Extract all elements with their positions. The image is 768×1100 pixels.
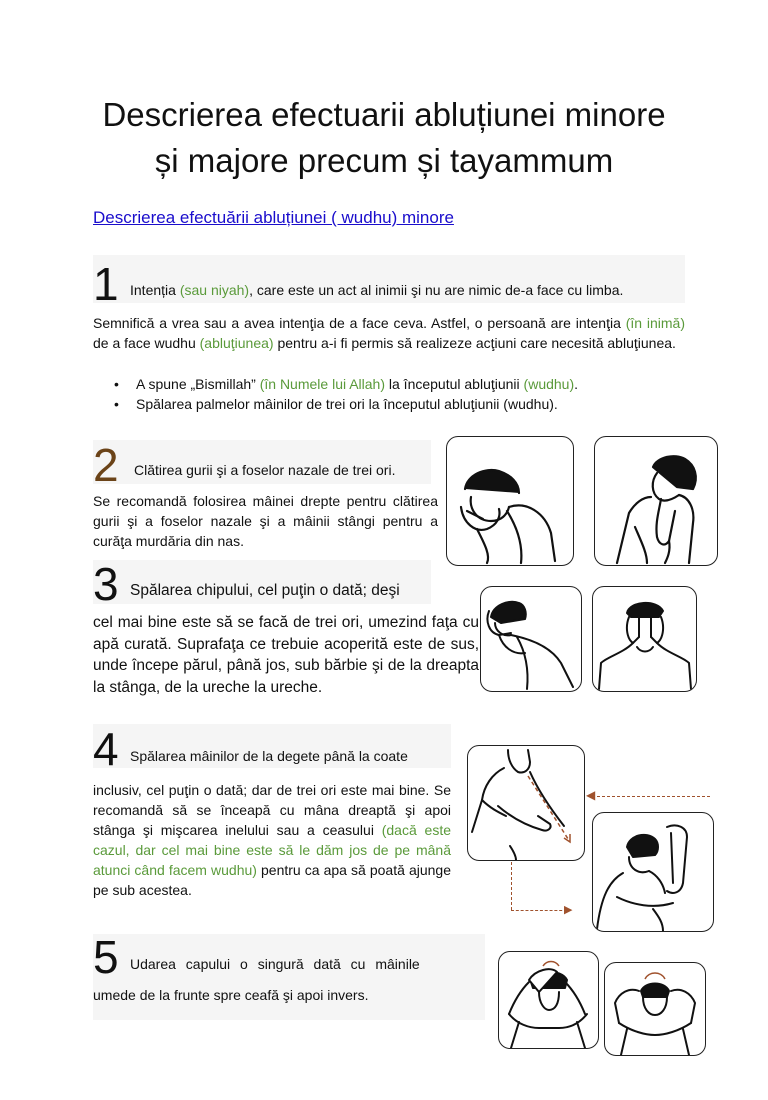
bullet1-text: A spune „Bismillah” xyxy=(136,376,260,392)
step5-lead: Udarea capului o singură dată cu mâinile xyxy=(130,956,420,972)
bullet-icon: • xyxy=(114,376,119,392)
step1-p-text-3: pentru a-i fi permis să realizeze acţiuni care necesită abluţiunea. xyxy=(273,335,676,351)
page-title xyxy=(0,92,768,184)
list-item xyxy=(108,394,693,414)
rinse-mouth-illustration xyxy=(447,437,573,565)
bullet1-note1: (în Numele lui Allah) xyxy=(259,376,385,392)
step1-lead-text-2: , care este un act al inimii şi nu are nimic de-a face cu limba. xyxy=(249,282,624,298)
step3-lead: Spălarea chipului, cel puţin o dată; deşi xyxy=(130,582,400,599)
bullet-icon: • xyxy=(114,396,119,412)
step1-paragraph xyxy=(93,313,685,353)
arrow-line-bottom xyxy=(511,910,567,911)
wipe-head-front-illustration xyxy=(499,952,598,1048)
step3-paragraph: cel mai bine este să se facă de trei ori, umezind faţa cu apă curată. Suprafaţa ce trebuie acoperită este de sus, unde începe părul, până jos, sub bărbie şi de la dreapta la stânga, de la ureche la ureche. xyxy=(93,614,479,696)
step4-p-note: (dacă este cazul, dar cel mai bine este să le dăm jos de pe mână atunci când facem wudhu) xyxy=(93,822,451,878)
arrow-line-top xyxy=(592,796,710,797)
list-item xyxy=(108,374,693,394)
step2-image-right xyxy=(594,436,718,566)
wipe-head-back-illustration xyxy=(605,963,705,1055)
step3-image-right xyxy=(592,586,697,692)
step1-p-note1: (în inimă) xyxy=(625,315,685,331)
step4-lead: Spălarea mâinilor de la degete până la coate xyxy=(130,748,408,764)
step1-p-note2: (abluţiunea) xyxy=(199,335,274,351)
arrow-left-icon: ◀ xyxy=(586,788,596,802)
bullet1-note2: (wudhu) xyxy=(523,376,575,392)
step4-p-text: inclusiv, cel puţin o dată; dar de trei ori este mai bine. Se recomandă să se înceapă cu mâna dreaptă şi apoi stânga şi mişcarea inelului sau a ceasului xyxy=(93,782,451,838)
step5-number: 5 xyxy=(93,931,119,983)
step4-number: 4 xyxy=(93,723,119,775)
step3-image-left xyxy=(480,586,582,692)
step4-image-left xyxy=(467,745,585,861)
step2-lead: Clătirea gurii şi a foselor nazale de trei ori. xyxy=(134,462,396,478)
arrow-right-icon: ▶ xyxy=(564,904,573,916)
step5-lead-wrap xyxy=(130,956,452,972)
step1-lead-note: (sau niyah) xyxy=(179,282,250,298)
wash-face-side-illustration xyxy=(481,587,581,691)
bullet2-text: Spălarea palmelor mâinilor de trei ori la începutul abluţiunii (wudhu). xyxy=(136,396,558,412)
step2-image-left xyxy=(446,436,574,566)
step3-number: 3 xyxy=(93,558,119,610)
arrow-line-vertical xyxy=(511,862,512,910)
wash-arm-illustration xyxy=(468,746,584,860)
step5-image-left xyxy=(498,951,599,1049)
wash-face-front-illustration xyxy=(593,587,696,691)
bullet1-text-2: la începutul abluţiunii xyxy=(385,376,524,392)
step1-lead xyxy=(130,282,690,298)
step1-p-text: Semnifică a vrea sau a avea intenţia de a face ceva. Astfel, o persoană are intenţia xyxy=(93,315,626,331)
wash-forearm-illustration xyxy=(593,813,713,931)
step1-bullet-list xyxy=(108,374,693,414)
page-title-line1: Descrierea efectuarii abluțiunei minore xyxy=(102,96,666,133)
step5-band xyxy=(93,931,485,1020)
step4-image-right xyxy=(592,812,714,932)
step2-number: 2 xyxy=(93,439,119,491)
step1-lead-text: Intenția xyxy=(130,282,180,298)
bullet1-text-3: . xyxy=(574,376,579,392)
step5-image-right xyxy=(604,962,706,1056)
step1-number: 1 xyxy=(93,258,119,310)
section-link[interactable]: Descrierea efectuării abluțiunei ( wudhu) minore xyxy=(93,208,454,227)
rinse-nose-illustration xyxy=(595,437,717,565)
step1-p-text-2: de a face wudhu xyxy=(93,335,200,351)
step2-paragraph: Se recomandă folosirea mâinei drepte pentru clătirea gurii şi a foselor nazale şi a mâinii stângi pentru a curăţa murdăria din nas. xyxy=(93,493,438,549)
step4-p-text-2: pentru ca apa să poată ajunge pe sub acestea. xyxy=(93,862,451,898)
page-title-line2: și majore precum și tayammum xyxy=(154,142,614,179)
step4-paragraph xyxy=(93,780,451,900)
step5-paragraph: umede de la frunte spre ceafă şi apoi invers. xyxy=(93,987,369,1003)
